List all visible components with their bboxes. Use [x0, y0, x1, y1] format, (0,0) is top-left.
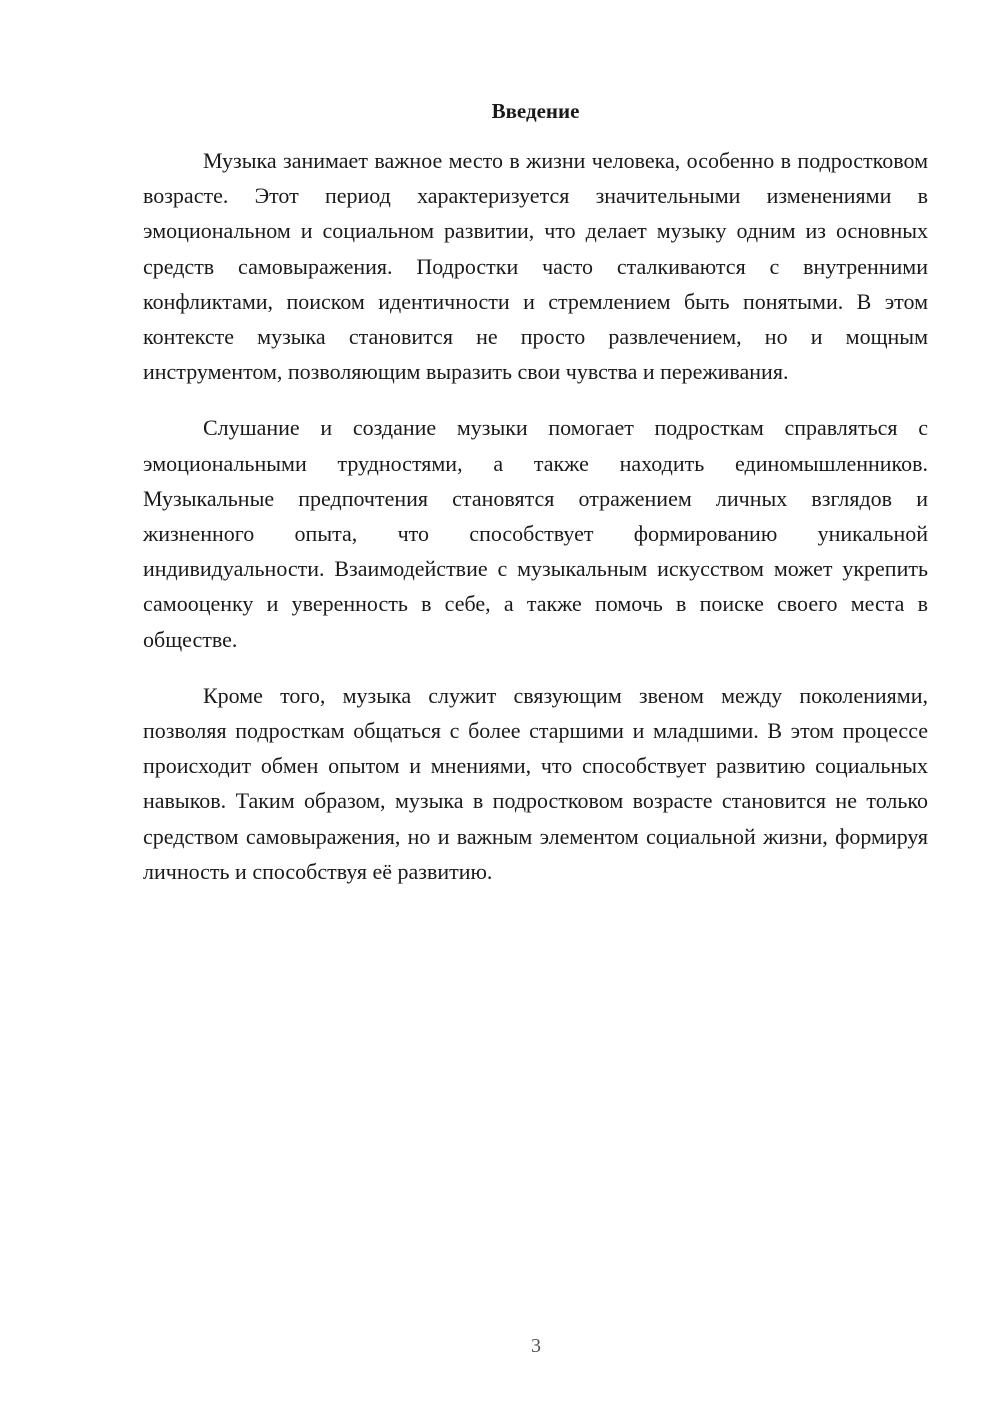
paragraph-3: Кроме того, музыка служит связующим звеном между поколениями, позволяя подросткам общаться с более старшими и младшими. В этом процессе происходит обмен опытом и мнениями, что способствует развитию социальных навыков. Таким образом, музыка в подростковом возрасте становится не только средством самовыражения, но и важным элементом социальной жизни, формируя личность и способствуя её развитию.: [143, 682, 928, 884]
body-text: [143, 143, 928, 910]
section-heading: Введение: [491, 99, 580, 123]
paragraph-2: Слушание и создание музыки помогает подросткам справляться с эмоциональными трудностями, а также находить единомышленников. Музыкальные предпочтения становятся отражением личных взглядов и жизненного опыта, что способствует формированию уникальной индивидуальности. Взаимодействие с музыкальным искусством может укрепить самооценку и уверенность в себе, а также помочь в поиске своего места в обществе.: [143, 415, 928, 652]
page-number: 3: [531, 1335, 541, 1357]
paragraph-1: Музыка занимает важное место в жизни человека, особенно в подростковом возрасте. Этот период характеризуется значительными изменениями в эмоциональном и социальном развитии, что делает музыку одним из основных средств самовыражения. Подростки часто сталкиваются с внутренними конфликтами, поиском идентичности и стремлением быть понятыми. В этом контексте музыка становится не просто развлечением, но и мощным инструментом, позволяющим выразить свои чувства и переживания.: [143, 148, 928, 385]
